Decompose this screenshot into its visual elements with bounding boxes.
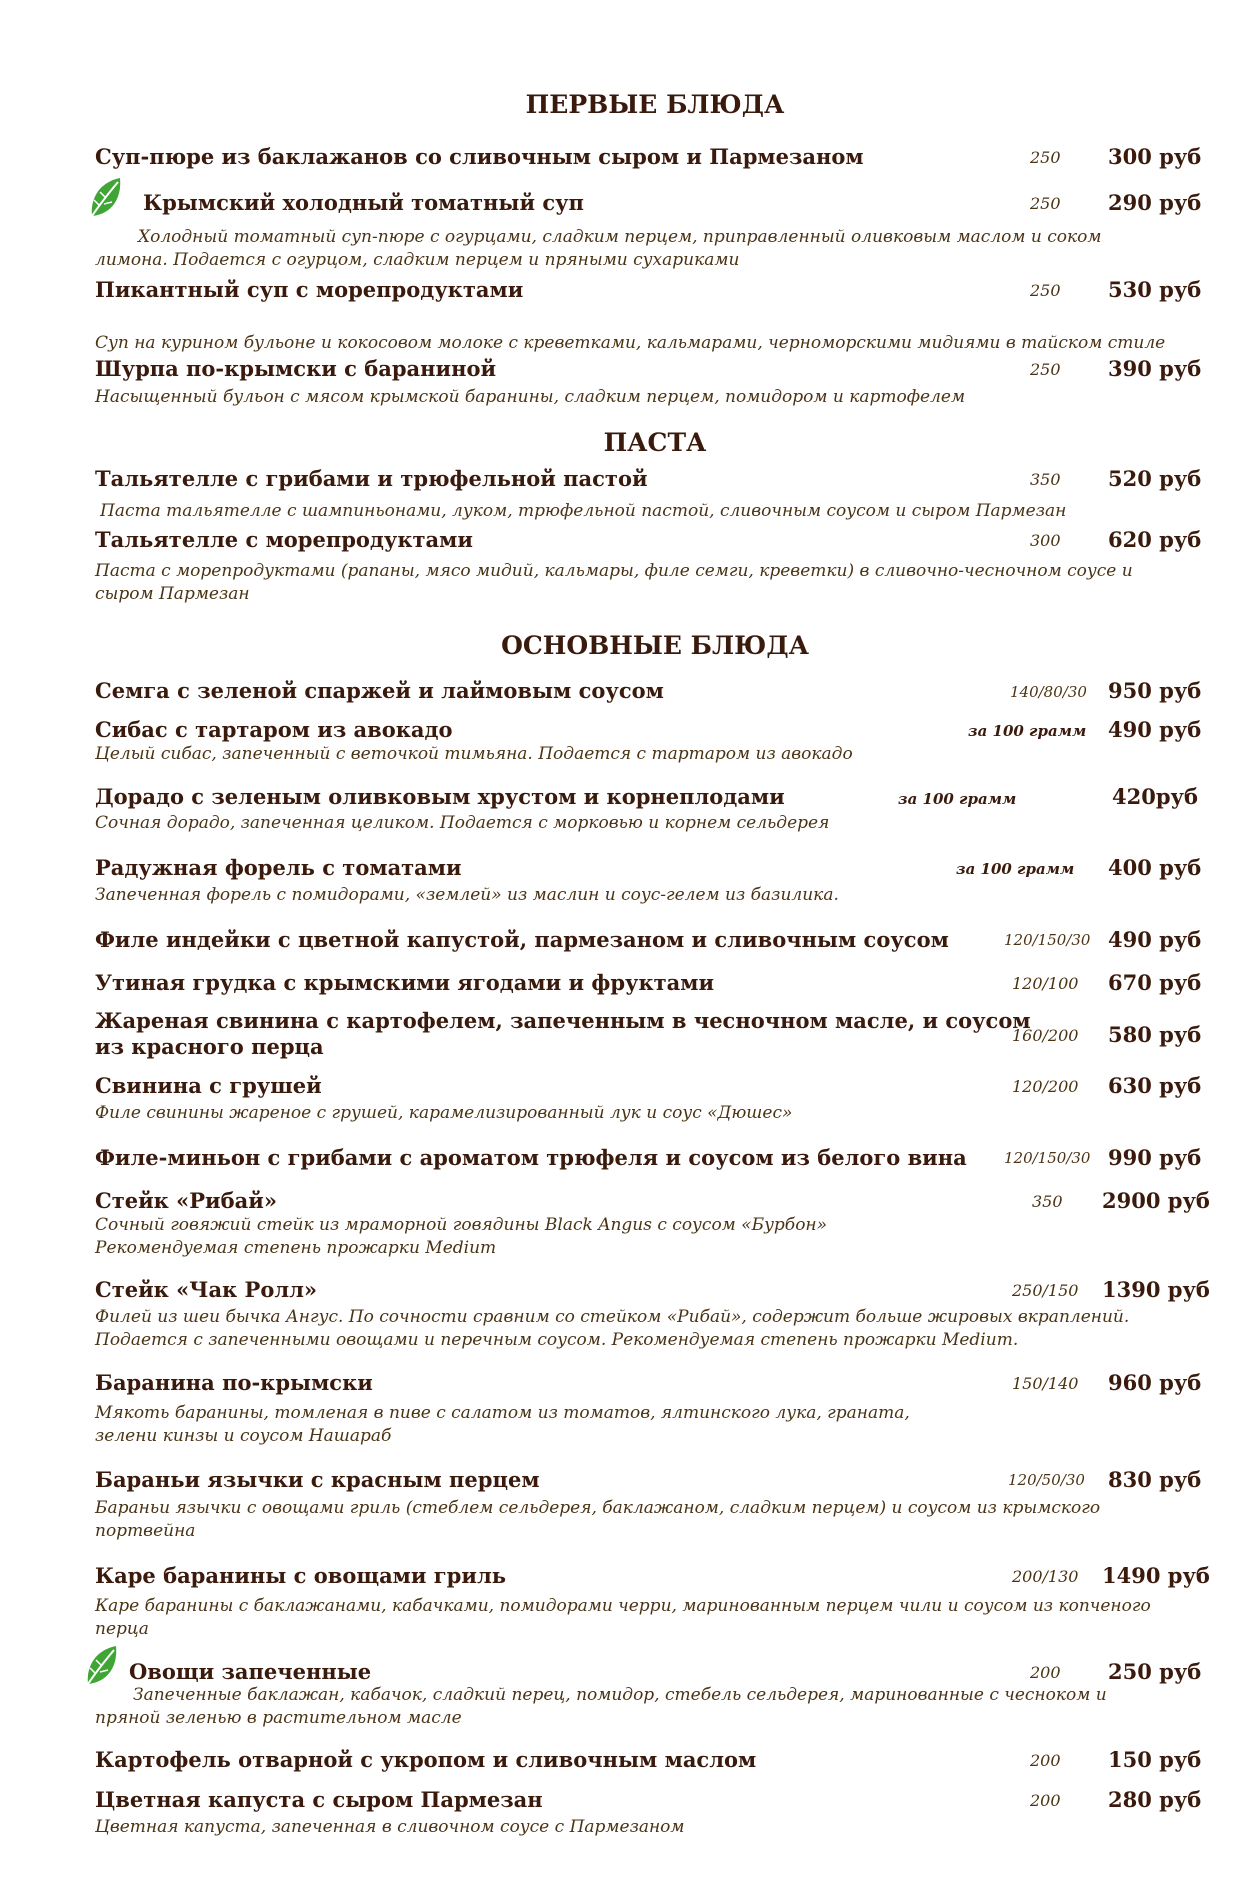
dish-desc-tomato-soup-2: лимона. Подается с огурцом, сладким перцем и пряными сухариками bbox=[95, 250, 740, 270]
dish-desc-tagliatelle-mushroom: Паста тальятелле с шампиньонами, луком, трюфельной пастой, сливочным соусом и сыром Пармезан bbox=[100, 501, 1067, 521]
dish-price-tagliatelle-seafood: 620 руб bbox=[1108, 527, 1202, 552]
dish-desc-baked-veg-1: Запеченные баклажан, кабачок, сладкий перец, помидор, стебель сельдерея, маринованные с чесноком и bbox=[133, 1685, 1107, 1705]
dish-name-tagliatelle-mushroom: Тальятелле с грибами и трюфельной пастой bbox=[95, 466, 648, 491]
dish-name-cauliflower: Цветная капуста с сыром Пармезан bbox=[95, 1787, 543, 1812]
dish-desc-ribeye-2: Рекомендуемая степень прожарки Medium bbox=[95, 1238, 497, 1258]
dish-price-eggplant-soup: 300 руб bbox=[1108, 144, 1202, 169]
leaf-icon bbox=[88, 176, 124, 220]
dish-weight-dorado: за 100 грамм bbox=[898, 790, 1017, 808]
dish-weight-cauliflower: 200 bbox=[1030, 1791, 1061, 1810]
dish-name-potato: Картофель отварной с укропом и сливочным маслом bbox=[95, 1747, 757, 1772]
dish-price-salmon: 950 руб bbox=[1108, 678, 1202, 703]
dish-desc-lamb-rack-1: Каре баранины с баклажанами, кабачками, помидорами черри, маринованным перцем чили и соусом из копченого bbox=[95, 1596, 1151, 1616]
dish-name-tagliatelle-seafood: Тальятелле с морепродуктами bbox=[95, 527, 473, 552]
dish-weight-baked-veg: 200 bbox=[1030, 1663, 1061, 1682]
dish-price-seafood-soup: 530 руб bbox=[1108, 277, 1202, 302]
dish-name-chuck-roll: Стейк «Чак Ролл» bbox=[95, 1277, 318, 1302]
dish-desc-lamb-tongues-1: Бараньи язычки с овощами гриль (стеблем сельдерея, баклажаном, сладким перцем) и соусом из крымского bbox=[95, 1498, 1101, 1518]
dish-weight-potato: 200 bbox=[1030, 1751, 1061, 1770]
dish-weight-pork-pear: 120/200 bbox=[1012, 1077, 1079, 1096]
dish-desc-tagliatelle-seafood-2: сыром Пармезан bbox=[95, 584, 250, 604]
dish-desc-tomato-soup-1: Холодный томатный суп-пюре с огурцами, сладким перцем, приправленный оливковым маслом и соком bbox=[138, 227, 1102, 247]
dish-price-seabass: 490 руб bbox=[1108, 717, 1202, 742]
dish-desc-tagliatelle-seafood-1: Паста с морепродуктами (рапаны, мясо мидий, кальмары, филе семги, креветки) в сливочно-чесночном соусе и bbox=[95, 561, 1133, 581]
dish-desc-pork-pear: Филе свинины жареное с грушей, карамелизированный лук и соус «Дюшес» bbox=[95, 1103, 793, 1123]
dish-price-mignon: 990 руб bbox=[1108, 1145, 1202, 1170]
dish-desc-shurpa: Насыщенный бульон с мясом крымской баранины, сладким перцем, помидором и картофелем bbox=[95, 387, 966, 407]
dish-price-turkey: 490 руб bbox=[1108, 927, 1202, 952]
section-title-main: ОСНОВНЫЕ БЛЮДА bbox=[501, 631, 809, 660]
dish-price-cauliflower: 280 руб bbox=[1108, 1787, 1202, 1812]
dish-price-lamb-crimea: 960 руб bbox=[1108, 1370, 1202, 1395]
dish-weight-turkey: 120/150/30 bbox=[1004, 931, 1091, 949]
dish-desc-chuck-roll-2: Подается с запеченными овощами и перечным соусом. Рекомендуемая степень прожарки Medium. bbox=[95, 1330, 1019, 1350]
dish-name-salmon: Семга с зеленой спаржей и лаймовым соусом bbox=[95, 678, 664, 703]
dish-price-trout: 400 руб bbox=[1108, 855, 1202, 880]
dish-desc-lamb-tongues-2: портвейна bbox=[95, 1521, 196, 1541]
dish-name-lamb-crimea: Баранина по-крымски bbox=[95, 1370, 373, 1395]
dish-desc-chuck-roll-1: Филей из шеи бычка Ангус. По сочности сравним со стейком «Рибай», содержит больше жировых вкраплений. bbox=[95, 1307, 1130, 1327]
dish-price-duck: 670 руб bbox=[1108, 970, 1202, 995]
dish-name-seafood-soup: Пикантный суп с морепродуктами bbox=[95, 277, 524, 302]
dish-name-lamb-tongues: Бараньи язычки с красным перцем bbox=[95, 1467, 540, 1492]
dish-name-eggplant-soup: Суп-пюре из баклажанов со сливочным сыром и Пармезаном bbox=[95, 144, 864, 169]
dish-name-duck: Утиная грудка с крымскими ягодами и фруктами bbox=[95, 970, 715, 995]
dish-price-shurpa: 390 руб bbox=[1108, 356, 1202, 381]
dish-price-lamb-tongues: 830 руб bbox=[1108, 1467, 1202, 1492]
dish-name-baked-veg: Овощи запеченные bbox=[129, 1659, 372, 1684]
section-title-pasta: ПАСТА bbox=[603, 428, 707, 457]
dish-name-dorado: Дорадо с зеленым оливковым хрустом и корнеплодами bbox=[95, 784, 785, 809]
dish-price-pork-pear: 630 руб bbox=[1108, 1073, 1202, 1098]
dish-weight-tomato-soup: 250 bbox=[1030, 194, 1061, 213]
dish-weight-seabass: за 100 грамм bbox=[968, 722, 1087, 740]
dish-weight-chuck-roll: 250/150 bbox=[1012, 1281, 1079, 1300]
dish-weight-lamb-rack: 200/130 bbox=[1012, 1567, 1079, 1586]
dish-name-pork-pear: Свинина с грушей bbox=[95, 1073, 322, 1098]
dish-desc-dorado: Сочная дорадо, запеченная целиком. Подается с морковью и корнем сельдерея bbox=[95, 813, 830, 833]
dish-name-seabass: Сибас с тартаром из авокадо bbox=[95, 717, 453, 742]
dish-name-turkey: Филе индейки с цветной капустой, пармезаном и сливочным соусом bbox=[95, 927, 949, 952]
dish-weight-tagliatelle-mushroom: 350 bbox=[1030, 470, 1061, 489]
dish-price-chuck-roll: 1390 руб bbox=[1102, 1277, 1210, 1302]
dish-weight-tagliatelle-seafood: 300 bbox=[1030, 531, 1061, 550]
dish-weight-trout: за 100 грамм bbox=[956, 860, 1075, 878]
dish-price-baked-veg: 250 руб bbox=[1108, 1659, 1202, 1684]
dish-price-potato: 150 руб bbox=[1108, 1747, 1202, 1772]
leaf-icon bbox=[84, 1644, 120, 1688]
dish-name-mignon: Филе-миньон с грибами с ароматом трюфеля и соусом из белого вина bbox=[95, 1145, 967, 1170]
dish-name-tomato-soup: Крымский холодный томатный суп bbox=[143, 190, 584, 215]
dish-weight-salmon: 140/80/30 bbox=[1010, 683, 1087, 701]
dish-desc-baked-veg-2: пряной зеленью в растительном масле bbox=[95, 1708, 462, 1728]
dish-name-trout: Радужная форель с томатами bbox=[95, 855, 462, 880]
dish-weight-eggplant-soup: 250 bbox=[1030, 148, 1061, 167]
dish-name-ribeye: Стейк «Рибай» bbox=[95, 1188, 277, 1213]
dish-name-shurpa: Шурпа по-крымски с бараниной bbox=[95, 356, 497, 381]
dish-desc-seabass: Целый сибас, запеченный с веточкой тимьяна. Подается с тартаром из авокадо bbox=[95, 744, 853, 764]
dish-desc-lamb-rack-2: перца bbox=[95, 1619, 149, 1639]
dish-price-lamb-rack: 1490 руб bbox=[1102, 1563, 1210, 1588]
dish-weight-ribeye: 350 bbox=[1032, 1192, 1063, 1211]
dish-price-tomato-soup: 290 руб bbox=[1108, 190, 1202, 215]
dish-price-dorado: 420руб bbox=[1112, 784, 1198, 809]
dish-weight-seafood-soup: 250 bbox=[1030, 281, 1061, 300]
dish-price-pork-potato: 580 руб bbox=[1108, 1022, 1202, 1047]
dish-desc-trout: Запеченная форель с помидорами, «землей» из маслин и соус-гелем из базилика. bbox=[95, 885, 839, 905]
dish-price-tagliatelle-mushroom: 520 руб bbox=[1108, 466, 1202, 491]
dish-desc-ribeye-1: Сочный говяжий стейк из мраморной говядины Black Angus с соусом «Бурбон» bbox=[95, 1215, 828, 1235]
dish-name-pork-potato-2: из красного перца bbox=[95, 1034, 324, 1059]
dish-desc-cauliflower: Цветная капуста, запеченная в сливочном соусе с Пармезаном bbox=[95, 1817, 685, 1837]
dish-weight-shurpa: 250 bbox=[1030, 360, 1061, 379]
dish-weight-pork-potato: 160/200 bbox=[1012, 1026, 1079, 1045]
dish-desc-lamb-crimea-1: Мякоть баранины, томленая в пиве с салатом из томатов, ялтинского лука, граната, bbox=[95, 1403, 910, 1423]
dish-weight-lamb-crimea: 150/140 bbox=[1012, 1374, 1079, 1393]
section-title-first: ПЕРВЫЕ БЛЮДА bbox=[525, 90, 785, 119]
dish-weight-lamb-tongues: 120/50/30 bbox=[1008, 1471, 1085, 1489]
dish-name-pork-potato-1: Жареная свинина с картофелем, запеченным в чесночном масле, и соусом bbox=[95, 1008, 1031, 1033]
dish-desc-lamb-crimea-2: зелени кинзы и соусом Нашараб bbox=[95, 1426, 392, 1446]
dish-desc-seafood-soup: Суп на курином бульоне и кокосовом молоке с креветками, кальмарами, черноморскими мидиями в тайском стиле bbox=[95, 333, 1166, 353]
dish-price-ribeye: 2900 руб bbox=[1102, 1188, 1210, 1213]
dish-name-lamb-rack: Каре баранины с овощами гриль bbox=[95, 1563, 506, 1588]
dish-weight-duck: 120/100 bbox=[1012, 974, 1079, 993]
dish-weight-mignon: 120/150/30 bbox=[1004, 1149, 1091, 1167]
